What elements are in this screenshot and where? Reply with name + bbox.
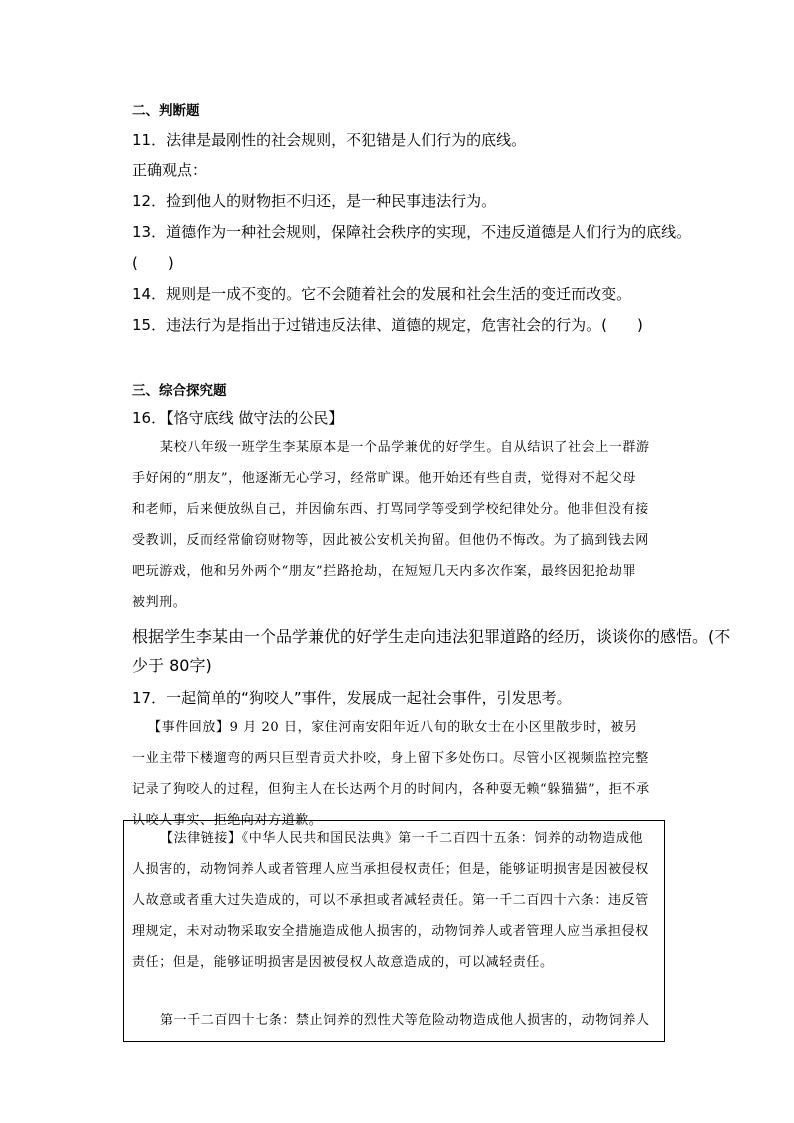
- section-title-inquiry: 三、综合探究题: [132, 383, 227, 399]
- q16-prompt-line: 根据学生李某由一个品学兼优的好学生走向违法犯罪道路的经历，谈谈你的感悟。(不: [132, 627, 731, 646]
- law-box-line: 责任；但是，能够证明损害是因被侵权人故意造成的，可以减轻责任。: [132, 955, 554, 970]
- q16-story-line: 被判刑。: [132, 595, 187, 610]
- q17-event-line: 认咬人事实、拒绝向对方道歉。: [132, 813, 323, 828]
- law-box-line: 人损害的，动物饲养人或者管理人应当承担侵权责任；但是，能够证明损害是因被侵权: [132, 862, 649, 877]
- question-13: 13．道德作为一种社会规则，保障社会秩序的实现，不违反道德是人们行为的底线。: [132, 223, 692, 241]
- q16-story-line: 和老师，后来便放纵自己，并因偷东西、打骂同学等受到学校纪律处分。他非但没有接: [132, 502, 649, 517]
- question-14: 14．规则是一成不变的。它不会随着社会的发展和社会生活的变迁而改变。: [132, 285, 632, 303]
- q16-story-line: 受教训，反而经常偷窃财物等，因此被公安机关拘留。但他仍不悔改。为了搞到钱去网: [132, 533, 649, 548]
- question-13-paren: ( ): [132, 254, 174, 272]
- question-17-title: 17．一起简单的“狗咬人”事件，发展成一起社会事件，引发思考。: [132, 689, 572, 707]
- law-box-line: 理规定，未对动物采取安全措施造成他人损害的，动物饲养人或者管理人应当承担侵权: [132, 924, 649, 939]
- q17-event-line: 【事件回放】9 月 20 日，家住河南安阳年近八旬的耿女士在小区里散步时，被另: [148, 720, 638, 735]
- q17-event-line: 一业主带下楼遛弯的两只巨型青贡犬扑咬，身上留下多处伤口。尽管小区视频监控完整: [132, 751, 649, 766]
- q16-story-line: 某校八年级一班学生李某原本是一个品学兼优的好学生。自从结识了社会上一群游: [160, 440, 650, 455]
- question-11: 11．法律是最刚性的社会规则，不犯错是人们行为的底线。: [132, 131, 527, 149]
- q16-story-line: 手好闲的“朋友”，他逐渐无心学习，经常旷课。他开始还有些自责，觉得对不起父母: [132, 471, 637, 486]
- law-box-line: 人故意或者重大过失造成的，可以不承担或者减轻责任。第一千二百四十六条：违反管: [132, 893, 649, 908]
- q16-prompt-line: 少于 80字): [132, 656, 212, 675]
- question-11-note: 正确观点：: [132, 161, 208, 179]
- question-12: 12．捡到他人的财物拒不归还，是一种民事违法行为。: [132, 192, 497, 210]
- q17-event-line: 记录了狗咬人的过程，但狗主人在长达两个月的时间内，各种耍无赖“躲猫猫”，拒不承: [132, 782, 650, 797]
- question-15: 15．违法行为是指出于过错违反法律、道德的规定，危害社会的行为。( ): [132, 316, 643, 334]
- section-title-judgment: 二、判断题: [132, 103, 200, 119]
- question-16-title: 16．【恪守底线 做守法的公民】: [132, 409, 344, 427]
- q16-story-line: 吧玩游戏，他和另外两个“朋友”拦路抢劫，在短短几天内多次作案，最终因犯抢劫罪: [132, 564, 637, 579]
- law-box-line: 第一千二百四十七条：禁止饲养的烈性犬等危险动物造成他人损害的，动物饲养人: [160, 1013, 650, 1028]
- law-box-line: 【法律链接】《中华人民共和国民法典》第一千二百四十五条：饲养的动物造成他: [160, 831, 644, 846]
